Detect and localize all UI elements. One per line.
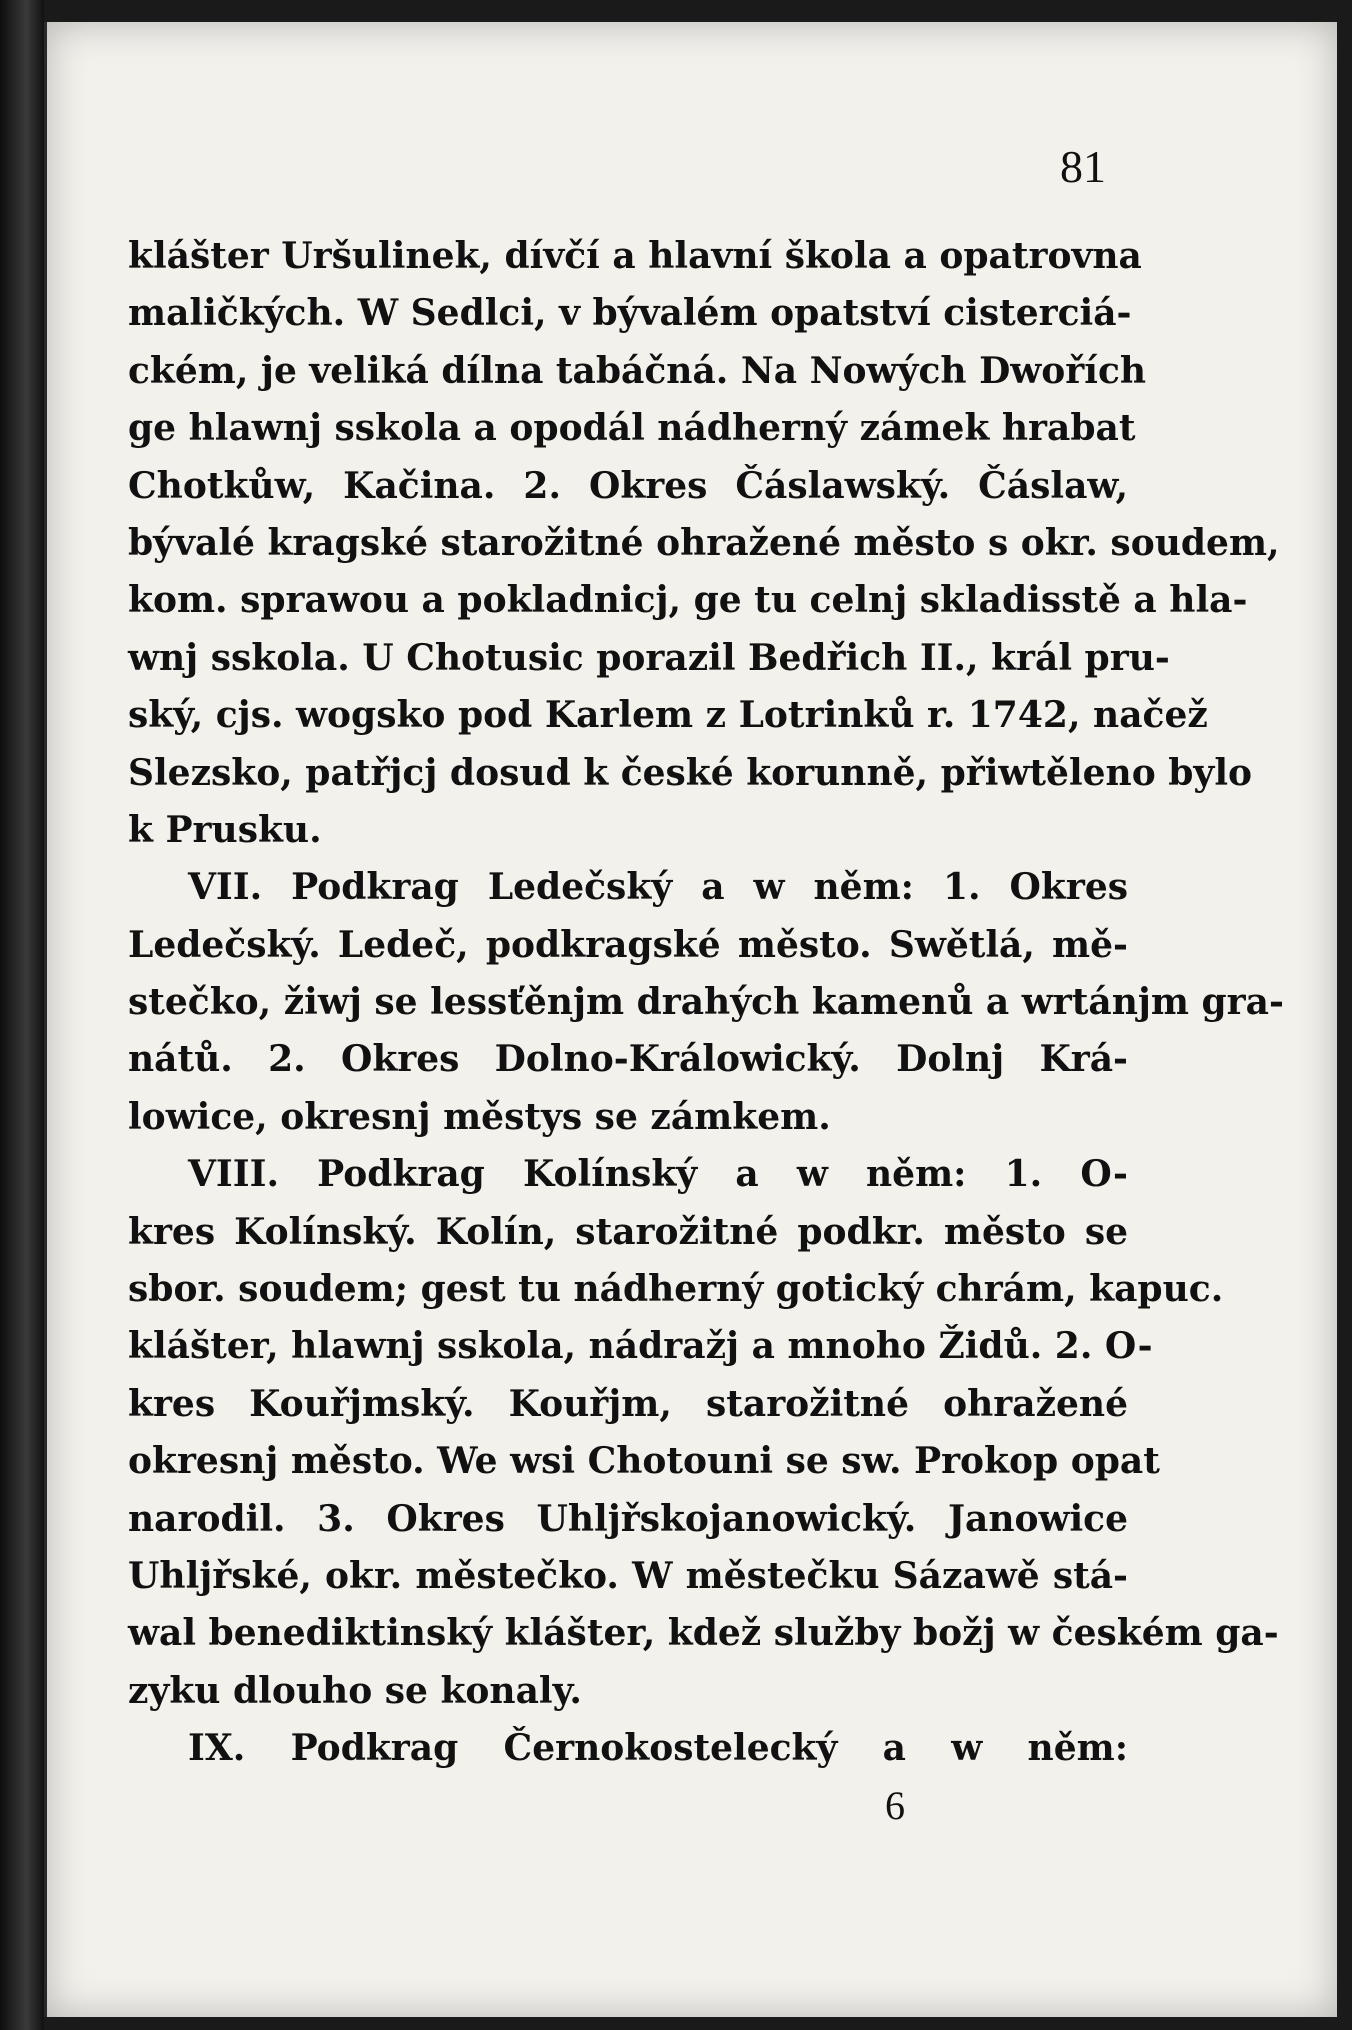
body-text [128, 228, 1284, 1778]
signature-mark: 6 [885, 1783, 905, 1828]
text-line: kres Kouřjmský. Kouřjm, starožitné ohražené [128, 1382, 1128, 1425]
text-line: ský, cjs. wogsko pod Karlem z Lotrinků r. 1742, načež [128, 694, 1208, 737]
text-line: wal benediktinský klášter, kdež služby božj w českém ga- [128, 1612, 1279, 1655]
text-line: klášter, hlawnj sskola, nádražj a mnoho Židů. 2. O- [128, 1325, 1153, 1368]
text-line: zyku dlouho se konaly. [128, 1669, 582, 1712]
text-line: ckém, je veliká dílna tabáčná. Na Nowých Dwořích [128, 349, 1147, 392]
text-line: ge hlawnj sskola a opodál nádherný zámek hrabat [128, 407, 1136, 450]
text-line: Uhljřské, okr. městečko. W městečku Sázawě stá- [128, 1554, 1128, 1597]
section-heading-vii: VII. Podkrag Ledečský a w něm: 1. Okres [188, 866, 1128, 909]
text-line: okresnj město. We wsi Chotouni se sw. Prokop opat [128, 1440, 1160, 1483]
text-line: lowice, okresnj městys se zámkem. [128, 1095, 831, 1138]
text-line: maličkých. W Sedlci, v bývalém opatství cisterciá- [128, 292, 1132, 335]
text-line: sbor. soudem; gest tu nádherný gotický chrám, kapuc. [128, 1268, 1224, 1311]
book-binding-edge [0, 0, 44, 2030]
text-line: nátů. 2. Okres Dolno-Králowický. Dolnj Krá- [128, 1038, 1128, 1081]
page-number: 81 [1060, 141, 1106, 192]
text-line: stečko, žiwj se lessťěnjm drahých kamenů a wrtánjm gra- [128, 981, 1284, 1024]
text-line: bývalé kragské starožitné ohražené město s okr. soudem, [128, 521, 1280, 564]
text-line: k Prusku. [128, 808, 322, 851]
section-heading-ix: IX. Podkrag Černokostelecký a w něm: [188, 1727, 1128, 1770]
text-line: Chotkůw, Kačina. 2. Okres Čáslawský. Čáslaw, [128, 464, 1128, 507]
section-heading-viii: VIII. Podkrag Kolínský a w něm: 1. O- [188, 1153, 1128, 1196]
text-line: Slezsko, patřjcj dosud k české korunně, přiwtěleno bylo [128, 751, 1253, 794]
text-line: wnj sskola. U Chotusic porazil Bedřich II., král pru- [128, 636, 1170, 679]
text-line: kom. sprawou a pokladnicj, ge tu celnj skladisstě a hla- [128, 579, 1248, 622]
text-line: narodil. 3. Okres Uhljřskojanowický. Janowice [128, 1497, 1128, 1540]
text-line: Ledečský. Ledeč, podkragské město. Swětlá, mě- [128, 923, 1128, 966]
text-line: klášter Uršulinek, dívčí a hlavní škola a opatrovna [128, 235, 1142, 277]
text-line: kres Kolínský. Kolín, starožitné podkr. město se [128, 1210, 1128, 1253]
